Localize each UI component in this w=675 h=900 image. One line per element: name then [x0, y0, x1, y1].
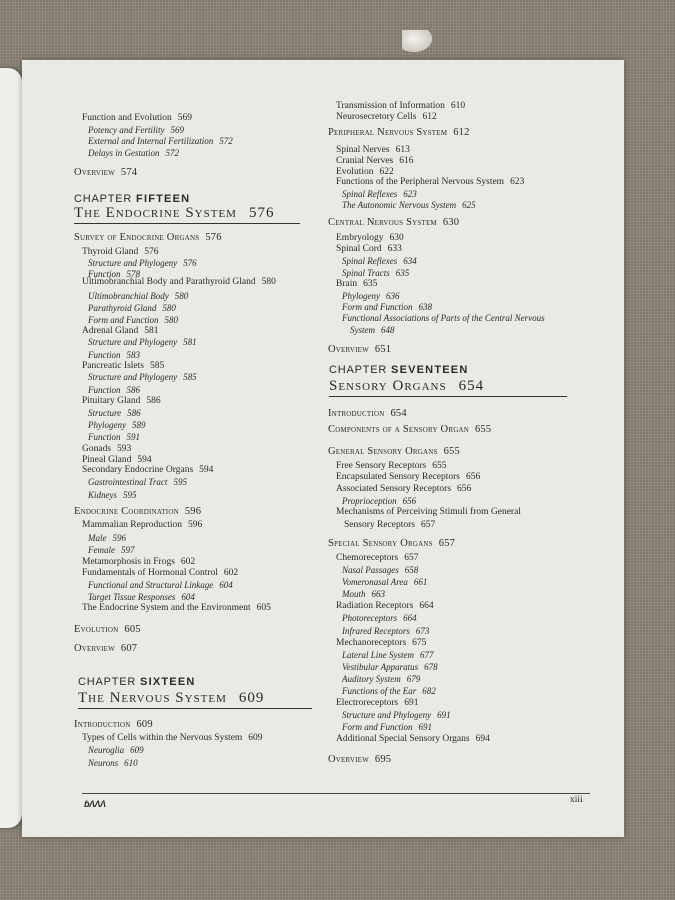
toc-entry-title: Structure and Phylogeny — [88, 372, 178, 382]
toc-entry-title: Spinal Tracts — [342, 268, 390, 278]
toc-entry-page: 625 — [462, 200, 476, 210]
toc-entry-title: Infrared Receptors — [342, 626, 410, 636]
toc-entry — [74, 465, 213, 476]
toc-entry-title: Overview — [74, 643, 115, 654]
toc-entry-title: General Sensory Organs — [328, 446, 438, 457]
toc-entry-title: Metamorphosis in Frogs — [82, 557, 175, 567]
toc-entry-title: Components of a Sensory Organ — [328, 424, 469, 435]
toc-entry-title: Form and Function — [342, 722, 413, 732]
toc-entry-title: Survey of Endocrine Organs — [74, 232, 200, 243]
toc-entry — [328, 553, 419, 564]
toc-entry-title: Functional and Structural Linkage — [88, 580, 214, 590]
toc-entry — [74, 745, 144, 756]
toc-entry-page: 678 — [424, 662, 438, 672]
toc-entry-title: Functions of the Peripheral Nervous System — [336, 177, 505, 187]
toc-entry — [74, 557, 195, 568]
toc-entry — [328, 233, 404, 244]
toc-entry-title: Vomeronasal Area — [342, 577, 408, 587]
toc-entry-title: Form and Function — [342, 302, 413, 312]
toc-entry — [328, 344, 391, 355]
toc-entry-page: 633 — [387, 244, 402, 254]
toc-entry-title: Evolution — [336, 167, 374, 177]
toc-entry-title: Transmission of Information — [336, 101, 445, 111]
toc-entry-title: Structure and Phylogeny — [88, 258, 178, 268]
publisher-logo: ɓɅɅɅ — [84, 799, 106, 809]
toc-entry-title: Mammalian Reproduction — [82, 520, 182, 530]
toc-entry-page: 655 — [443, 446, 460, 457]
toc-entry-title: Functional Associations of Parts of the Central Nervous — [342, 313, 545, 323]
toc-entry-page: 609 — [130, 745, 144, 755]
toc-entry-page: 574 — [120, 167, 138, 178]
toc-entry — [74, 113, 192, 124]
toc-entry-page: 594 — [199, 465, 214, 475]
toc-entry — [74, 592, 195, 603]
toc-entry-page: 656 — [466, 472, 481, 482]
toc-entry-page: 664 — [419, 601, 434, 611]
toc-entry-page: 580 — [164, 315, 178, 325]
toc-entry-page: 609 — [136, 719, 153, 730]
toc-entry-title: Free Sensory Receptors — [336, 461, 427, 471]
toc-entry-page: 605 — [124, 624, 141, 635]
toc-entry-title: Function — [88, 385, 121, 395]
toc-entry-page: 612 — [453, 127, 470, 138]
toc-entry-title: Structure and Phylogeny — [88, 337, 178, 347]
toc-entry-page: 578 — [126, 269, 140, 279]
toc-entry-title: Fundamentals of Hormonal Control — [82, 568, 218, 578]
toc-entry-page: 594 — [137, 455, 152, 465]
chapter-seventeen-label: CHAPTER SEVENTEEN — [329, 364, 469, 376]
toc-entry — [328, 650, 434, 661]
toc-entry — [74, 643, 137, 654]
toc-entry-page: 622 — [379, 167, 394, 177]
toc-entry-page: 657 — [438, 538, 456, 549]
toc-entry-title: Phylogeny — [88, 420, 126, 430]
toc-entry — [74, 408, 141, 419]
toc-entry-page: 585 — [183, 372, 197, 382]
toc-entry-page: 609 — [248, 733, 263, 743]
toc-entry-title: Electroreceptors — [336, 698, 399, 708]
toc-entry-title: Proprioception — [342, 496, 397, 506]
toc-entry-title: Overview — [74, 167, 115, 178]
toc-entry-page: 572 — [165, 148, 179, 158]
toc-entry-page: 630 — [442, 217, 460, 228]
toc-entry — [328, 507, 521, 518]
chapter-sixteen-label: CHAPTER SIXTEEN — [78, 676, 196, 688]
toc-entry-title: Structure and Phylogeny — [342, 710, 432, 720]
toc-entry — [74, 350, 140, 361]
toc-entry-page: 605 — [256, 603, 271, 613]
toc-entry — [74, 396, 161, 407]
toc-entry-title: Brain — [336, 279, 358, 289]
toc-entry-page: 580 — [162, 303, 176, 313]
toc-entry-page: 657 — [404, 553, 419, 563]
toc-entry — [328, 325, 395, 336]
toc-entry-page: 576 — [183, 258, 197, 268]
toc-entry — [74, 315, 178, 326]
toc-entry — [328, 674, 420, 685]
toc-entry — [74, 545, 135, 556]
toc-entry-page: 694 — [475, 734, 490, 744]
toc-entry — [328, 291, 399, 302]
toc-entry — [328, 244, 402, 255]
toc-entry-page: 595 — [173, 477, 187, 487]
toc-entry — [328, 189, 417, 200]
toc-entry-page: 583 — [126, 350, 140, 360]
toc-entry-title: The Endocrine System and the Environment — [82, 603, 251, 613]
toc-entry-page: 597 — [121, 545, 135, 555]
toc-entry — [74, 520, 202, 531]
toc-entry-page: 664 — [403, 613, 417, 623]
toc-entry-page: 569 — [177, 113, 192, 123]
toc-entry-page: 610 — [124, 758, 138, 768]
toc-entry — [328, 127, 470, 138]
toc-entry-page: 663 — [371, 589, 385, 599]
toc-entry-page: 655 — [474, 424, 492, 435]
toc-entry-page: 602 — [180, 557, 196, 567]
toc-entry — [74, 420, 145, 431]
toc-entry — [328, 698, 419, 709]
toc-entry-title: Spinal Reflexes — [342, 189, 398, 199]
toc-entry-title: Spinal Cord — [336, 244, 382, 254]
toc-entry-title: Types of Cells within the Nervous System — [82, 733, 243, 743]
toc-entry-page: 612 — [422, 112, 437, 122]
toc-entry-title: Pancreatic Islets — [82, 361, 144, 371]
toc-entry — [74, 568, 238, 579]
toc-entry — [74, 337, 197, 348]
chapter-seventeen-title: Sensory Organs 654 — [329, 378, 567, 397]
toc-entry-title: Functions of the Ear — [342, 686, 417, 696]
toc-entry-title: Phylogeny — [342, 291, 380, 301]
toc-entry — [74, 361, 164, 372]
toc-entry-page: 593 — [117, 444, 132, 454]
toc-entry — [328, 101, 465, 112]
toc-entry-page: 580 — [174, 291, 189, 301]
toc-entry-page: 610 — [450, 101, 466, 111]
toc-entry-page: 679 — [406, 674, 421, 684]
pushpin-icon — [402, 30, 432, 52]
toc-entry — [74, 291, 188, 302]
page-number: xiii — [570, 795, 583, 805]
toc-entry — [74, 232, 222, 243]
toc-entry-title: System — [350, 325, 375, 335]
toc-entry-page: 623 — [510, 177, 525, 187]
toc-entry-page: 677 — [420, 650, 434, 660]
toc-entry-title: Endocrine Coordination — [74, 506, 179, 517]
toc-entry — [328, 613, 417, 624]
toc-entry-title: Delays in Gestation — [88, 148, 160, 158]
toc-entry-title: Introduction — [328, 408, 385, 419]
toc-entry-title: Additional Special Sensory Organs — [336, 734, 470, 744]
toc-entry-page: 596 — [188, 520, 203, 530]
toc-entry — [74, 303, 176, 314]
toc-entry — [328, 662, 438, 673]
toc-entry-page: 656 — [402, 496, 417, 506]
toc-entry-title: Target Tissue Responses — [88, 592, 176, 602]
toc-entry-title: Overview — [328, 754, 369, 765]
toc-entry — [74, 167, 137, 178]
toc-entry — [328, 538, 455, 549]
toc-entry — [328, 424, 491, 435]
toc-entry-page: 586 — [126, 385, 140, 395]
toc-entry-page: 580 — [261, 277, 276, 287]
book-page — [22, 60, 624, 837]
toc-entry-title: Parathyroid Gland — [88, 303, 157, 313]
toc-entry — [74, 603, 271, 614]
toc-entry-page: 604 — [219, 580, 233, 590]
toc-entry — [74, 580, 233, 591]
toc-entry — [328, 496, 416, 507]
toc-entry-page: 691 — [404, 698, 419, 708]
toc-entry-title: Function and Evolution — [82, 113, 172, 123]
toc-entry-title: Potency and Fertility — [88, 125, 165, 135]
toc-entry — [328, 177, 524, 188]
toc-entry-page: 691 — [437, 710, 451, 720]
toc-entry-page: 576 — [144, 247, 159, 257]
toc-entry-page: 661 — [413, 577, 428, 587]
toc-entry — [328, 520, 435, 531]
toc-entry-title: Evolution — [74, 624, 119, 635]
toc-entry — [328, 217, 459, 228]
toc-entry-page: 604 — [181, 592, 195, 602]
toc-entry-page: 657 — [420, 520, 436, 530]
toc-entry — [328, 754, 391, 765]
toc-entry-page: 589 — [131, 420, 146, 430]
toc-entry-page: 581 — [144, 326, 159, 336]
toc-entry — [74, 258, 197, 269]
toc-entry-title: Neurosecretory Cells — [336, 112, 417, 122]
toc-entry — [328, 626, 429, 637]
toc-entry-title: Spinal Reflexes — [342, 256, 398, 266]
toc-entry-title: Mouth — [342, 589, 366, 599]
toc-entry-title: Associated Sensory Receptors — [336, 484, 452, 494]
toc-entry — [74, 385, 140, 396]
toc-entry — [328, 313, 545, 324]
toc-entry — [74, 326, 158, 337]
toc-entry-title: Photoreceptors — [342, 613, 398, 623]
toc-entry-title: Pineal Gland — [82, 455, 132, 465]
toc-entry-page: 656 — [457, 484, 472, 494]
toc-entry — [74, 125, 184, 136]
toc-entry-title: Spinal Nerves — [336, 145, 390, 155]
toc-entry — [74, 277, 276, 288]
toc-entry-page: 675 — [412, 638, 427, 648]
toc-entry-page: 596 — [184, 506, 202, 517]
toc-entry-title: Thyroid Gland — [82, 247, 139, 257]
toc-entry-title: Sensory Receptors — [344, 520, 415, 530]
toc-entry-page: 586 — [146, 396, 161, 406]
toc-entry — [328, 408, 407, 419]
toc-entry-title: Secondary Endocrine Organs — [82, 465, 194, 475]
toc-entry — [328, 268, 409, 279]
toc-entry-page: 585 — [150, 361, 165, 371]
toc-entry — [328, 638, 426, 649]
toc-entry-title: Kidneys — [88, 490, 117, 500]
toc-entry-title: Neuroglia — [88, 745, 125, 755]
toc-entry-page: 636 — [385, 291, 400, 301]
toc-entry — [328, 565, 418, 576]
toc-entry — [328, 722, 432, 733]
footer-rule — [82, 793, 590, 794]
toc-entry-title: Cranial Nerves — [336, 156, 394, 166]
toc-entry-title: Function — [88, 350, 121, 360]
toc-entry — [328, 279, 377, 290]
toc-entry-title: Auditory System — [342, 674, 401, 684]
toc-entry-title: Female — [88, 545, 115, 555]
toc-entry-title: Mechanisms of Perceiving Stimuli from General — [336, 507, 521, 517]
toc-entry-title: Chemoreceptors — [336, 553, 399, 563]
toc-entry-title: Ultimobranchial Body and Parathyroid Gland — [82, 277, 256, 287]
toc-entry-title: Vestibular Apparatus — [342, 662, 419, 672]
toc-entry-title: Pituitary Gland — [82, 396, 141, 406]
toc-entry-title: Central Nervous System — [328, 217, 437, 228]
toc-entry — [328, 734, 490, 745]
toc-entry-title: Peripheral Nervous System — [328, 127, 448, 138]
toc-entry — [328, 256, 417, 267]
toc-entry — [74, 444, 131, 455]
toc-entry — [74, 432, 140, 443]
toc-entry — [74, 719, 153, 730]
toc-entry-title: The Autonomic Nervous System — [342, 200, 457, 210]
toc-entry-page: 655 — [432, 461, 447, 471]
toc-entry-title: Structure — [88, 408, 122, 418]
toc-entry-title: Mechanoreceptors — [336, 638, 407, 648]
toc-entry — [328, 200, 476, 211]
toc-entry — [328, 710, 451, 721]
facing-page-edge — [0, 68, 22, 828]
toc-entry — [74, 758, 138, 769]
toc-entry-title: Gonads — [82, 444, 112, 454]
chapter-fifteen-label: CHAPTER FIFTEEN — [74, 193, 191, 205]
toc-entry-page: 591 — [126, 432, 140, 442]
toc-entry-page: 682 — [422, 686, 436, 696]
toc-entry-page: 658 — [404, 565, 419, 575]
toc-entry — [74, 148, 179, 159]
toc-entry-page: 581 — [183, 337, 197, 347]
chapter-fifteen-title: The Endocrine System 576 — [74, 205, 300, 224]
toc-entry — [74, 490, 137, 501]
toc-entry-page: 635 — [363, 279, 378, 289]
toc-entry-page: 596 — [112, 533, 126, 543]
toc-entry — [328, 112, 437, 123]
toc-entry-title: Function — [88, 432, 121, 442]
toc-entry — [74, 477, 187, 488]
toc-entry — [74, 372, 197, 383]
toc-entry-title: Overview — [328, 344, 369, 355]
toc-entry-page: 651 — [374, 344, 392, 355]
toc-entry-title: Lateral Line System — [342, 650, 414, 660]
toc-entry-title: Embryology — [336, 233, 384, 243]
toc-entry-page: 602 — [223, 568, 239, 578]
toc-entry-page: 586 — [127, 408, 141, 418]
toc-entry-page: 623 — [403, 189, 417, 199]
chapter-sixteen-title: The Nervous System 609 — [78, 690, 312, 709]
toc-entry — [328, 577, 427, 588]
toc-entry-title: Special Sensory Organs — [328, 538, 433, 549]
toc-entry-title: Neurons — [88, 758, 119, 768]
toc-entry-page: 638 — [418, 302, 432, 312]
toc-entry-title: Encapsulated Sensory Receptors — [336, 472, 460, 482]
toc-entry — [328, 686, 436, 697]
toc-entry-page: 595 — [123, 490, 137, 500]
toc-entry — [328, 446, 460, 457]
toc-entry-title: Nasal Passages — [342, 565, 399, 575]
toc-entry-title: Radiation Receptors — [336, 601, 414, 611]
toc-entry-page: 576 — [205, 232, 222, 243]
toc-entry-page: 654 — [390, 408, 407, 419]
toc-entry-title: Male — [88, 533, 107, 543]
toc-entry — [74, 506, 201, 517]
toc-entry — [74, 136, 233, 147]
toc-entry-title: Adrenal Gland — [82, 326, 139, 336]
toc-entry-title: Ultimobranchial Body — [88, 291, 169, 301]
toc-entry-page: 616 — [399, 156, 414, 166]
toc-entry-page: 634 — [403, 256, 417, 266]
toc-entry-page: 607 — [120, 643, 138, 654]
toc-entry-title: Function — [88, 269, 121, 279]
toc-entry — [328, 145, 410, 156]
toc-entry — [74, 733, 263, 744]
toc-entry — [328, 589, 385, 600]
toc-entry — [74, 533, 126, 544]
toc-entry-page: 673 — [415, 626, 430, 636]
toc-entry-page: 635 — [395, 268, 410, 278]
toc-entry-page: 613 — [395, 145, 410, 155]
toc-entry — [74, 624, 141, 635]
toc-entry — [328, 156, 414, 167]
toc-entry-page: 572 — [219, 136, 233, 146]
toc-entry-page: 569 — [170, 125, 184, 135]
toc-entry-page: 691 — [418, 722, 432, 732]
toc-entry-page: 695 — [374, 754, 392, 765]
toc-entry-title: Form and Function — [88, 315, 159, 325]
toc-entry-title: Introduction — [74, 719, 131, 730]
toc-entry-title: External and Internal Fertilization — [88, 136, 214, 146]
toc-entry-page: 630 — [389, 233, 404, 243]
toc-entry-title: Gastrointestinal Tract — [88, 477, 168, 487]
toc-entry — [328, 302, 432, 313]
toc-entry — [328, 472, 480, 483]
toc-entry — [328, 601, 434, 612]
toc-entry — [328, 461, 446, 472]
toc-entry — [328, 484, 471, 495]
toc-entry — [74, 247, 158, 258]
toc-entry-page: 648 — [381, 325, 395, 335]
